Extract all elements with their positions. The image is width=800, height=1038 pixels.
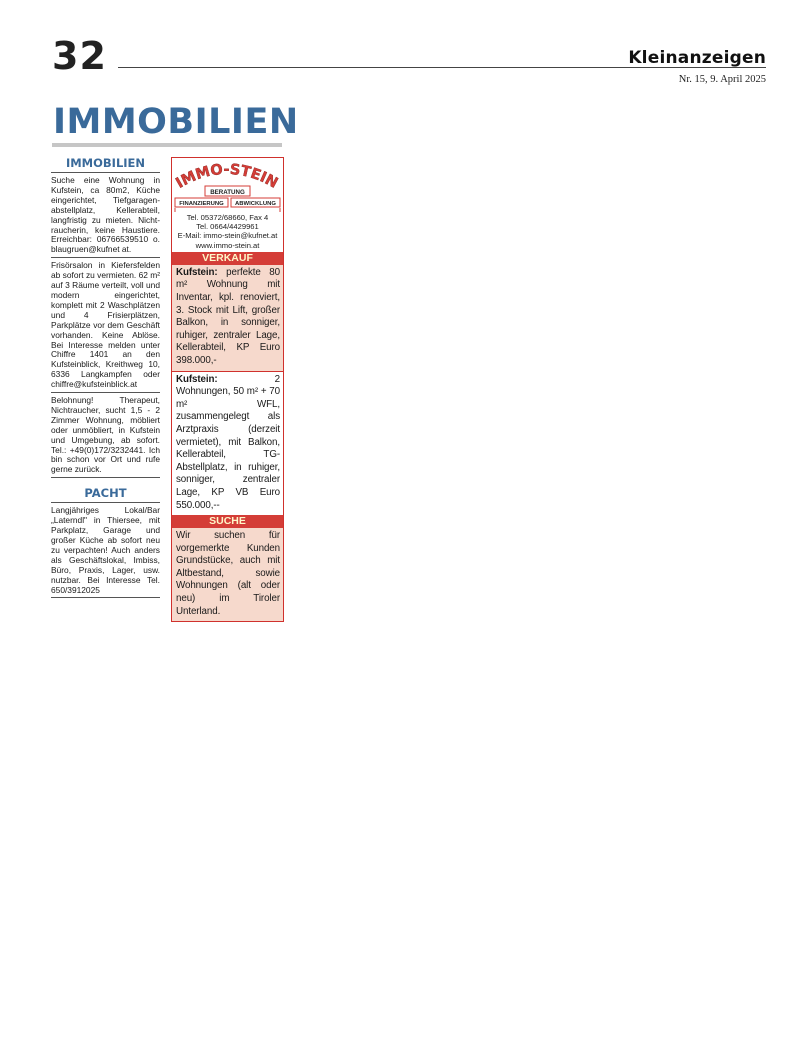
offer-text: 2 Wohnungen, 50 m² + 70 m² WFL, zusammengelegt als Arztpraxis (derzeit vermietet), mit Balkon, Kellerabteil, TG- Abstellplatz, in ruhiger, sonniger, zentraler Lage, KP VB Euro 550.000,-- (176, 373, 280, 511)
classified-ad: Suche eine Wohnung in Kufstein, ca 80m2, Küche eingerichtet, Tiefgaragen-abstellplatz, Kellerabteil, langfristig zu mieten. Nicht-raucherin, keine Haustiere. Erreichbar: 06766539510 o. blaugruen@kufnet at. (51, 173, 160, 258)
section-title: IMMOBILIEN (53, 102, 299, 142)
svg-text:BERATUNG: BERATUNG (210, 188, 245, 196)
contact-website: www.immo-stein.at (195, 240, 260, 250)
offer-text: perfekte 80 m² Wohnung mit Inventar, kpl. renoviert, 3. Stock mit Lift, großer Balkon, in sonniger, ruhiger, zentraler Lage, Kellerabteil, KP Euro 398.000,- (176, 266, 280, 366)
classified-ad: Langjähriges Lokal/Bar „Laterndl" in Thiersee, mit Parkplatz, Garage und großer Küche ab sofort neu zu verpachten! Auch anders als Geschäftslokal, Imbiss, Büro, Praxis, Lager, usw. nutzbar. Bei Interesse Tel. 650/3912025 (51, 503, 160, 598)
search-request: Wir suchen für vorgemerkte Kunden Grundstücke, auch mit Altbestand, sowie Wohnungen (alt oder neu) im Tiroler Unterland. (172, 528, 283, 621)
section-underline (52, 143, 282, 147)
agency-ad-box (171, 157, 284, 622)
contact-phone-fax: Tel. 05372/68660, Fax 4 (186, 213, 269, 222)
svg-text:ABWICKLUNG: ABWICKLUNG (235, 201, 276, 207)
logo-wordmark: IMMO-STEIN (173, 161, 281, 192)
property-offer (172, 372, 283, 516)
category-heading-immobilien: IMMOBILIEN (51, 154, 160, 173)
classified-ad: Belohnung! Therapeut, Nichtraucher, sucht 1,5 - 2 Zimmer Wohnung, möbliert oder unmöbliert, in Kufstein und Umgebung, ab sofort. Tel.: +49(0)172/3232441. Ich bin schon vor Ort und rufe gerne zurück. (51, 393, 160, 478)
publication-brand: Kleinanzeigen (628, 48, 766, 68)
offer-location: Kufstein: (176, 373, 218, 385)
contact-mobile: Tel. 0664/4429961 (196, 222, 259, 232)
classified-ad: Frisörsalon in Kiefersfelden ab sofort zu vermieten. 62 m² auf 3 Räume verteilt, voll und modern eingerichtet, komplett mit 2 Waschplätzen und 4 Frisierplätzen, Parkplätze vor dem Geschäft vorhanden. Keine Ablöse. Bei Interesse melden unter Chiffre 1401 an den Kufsteinblick, Kreithweg 10, 6336 Langkampfen oder chiffre@kufsteinblick.at (51, 258, 160, 393)
category-heading-pacht: PACHT (51, 484, 160, 503)
svg-text:FINANZIERUNG: FINANZIERUNG (179, 201, 224, 207)
classifieds-column (51, 154, 160, 598)
offer-location: Kufstein: (176, 266, 218, 278)
property-offer (172, 265, 283, 371)
page-number: 32 (52, 34, 107, 78)
issue-date: Nr. 15, 9. April 2025 (678, 74, 766, 85)
suche-banner: SUCHE (172, 515, 283, 528)
verkauf-banner: VERKAUF (172, 252, 283, 265)
contact-email: E-Mail: immo-stein@kufnet.at (177, 231, 278, 241)
agency-logo (172, 158, 283, 213)
agency-contact (172, 213, 283, 252)
